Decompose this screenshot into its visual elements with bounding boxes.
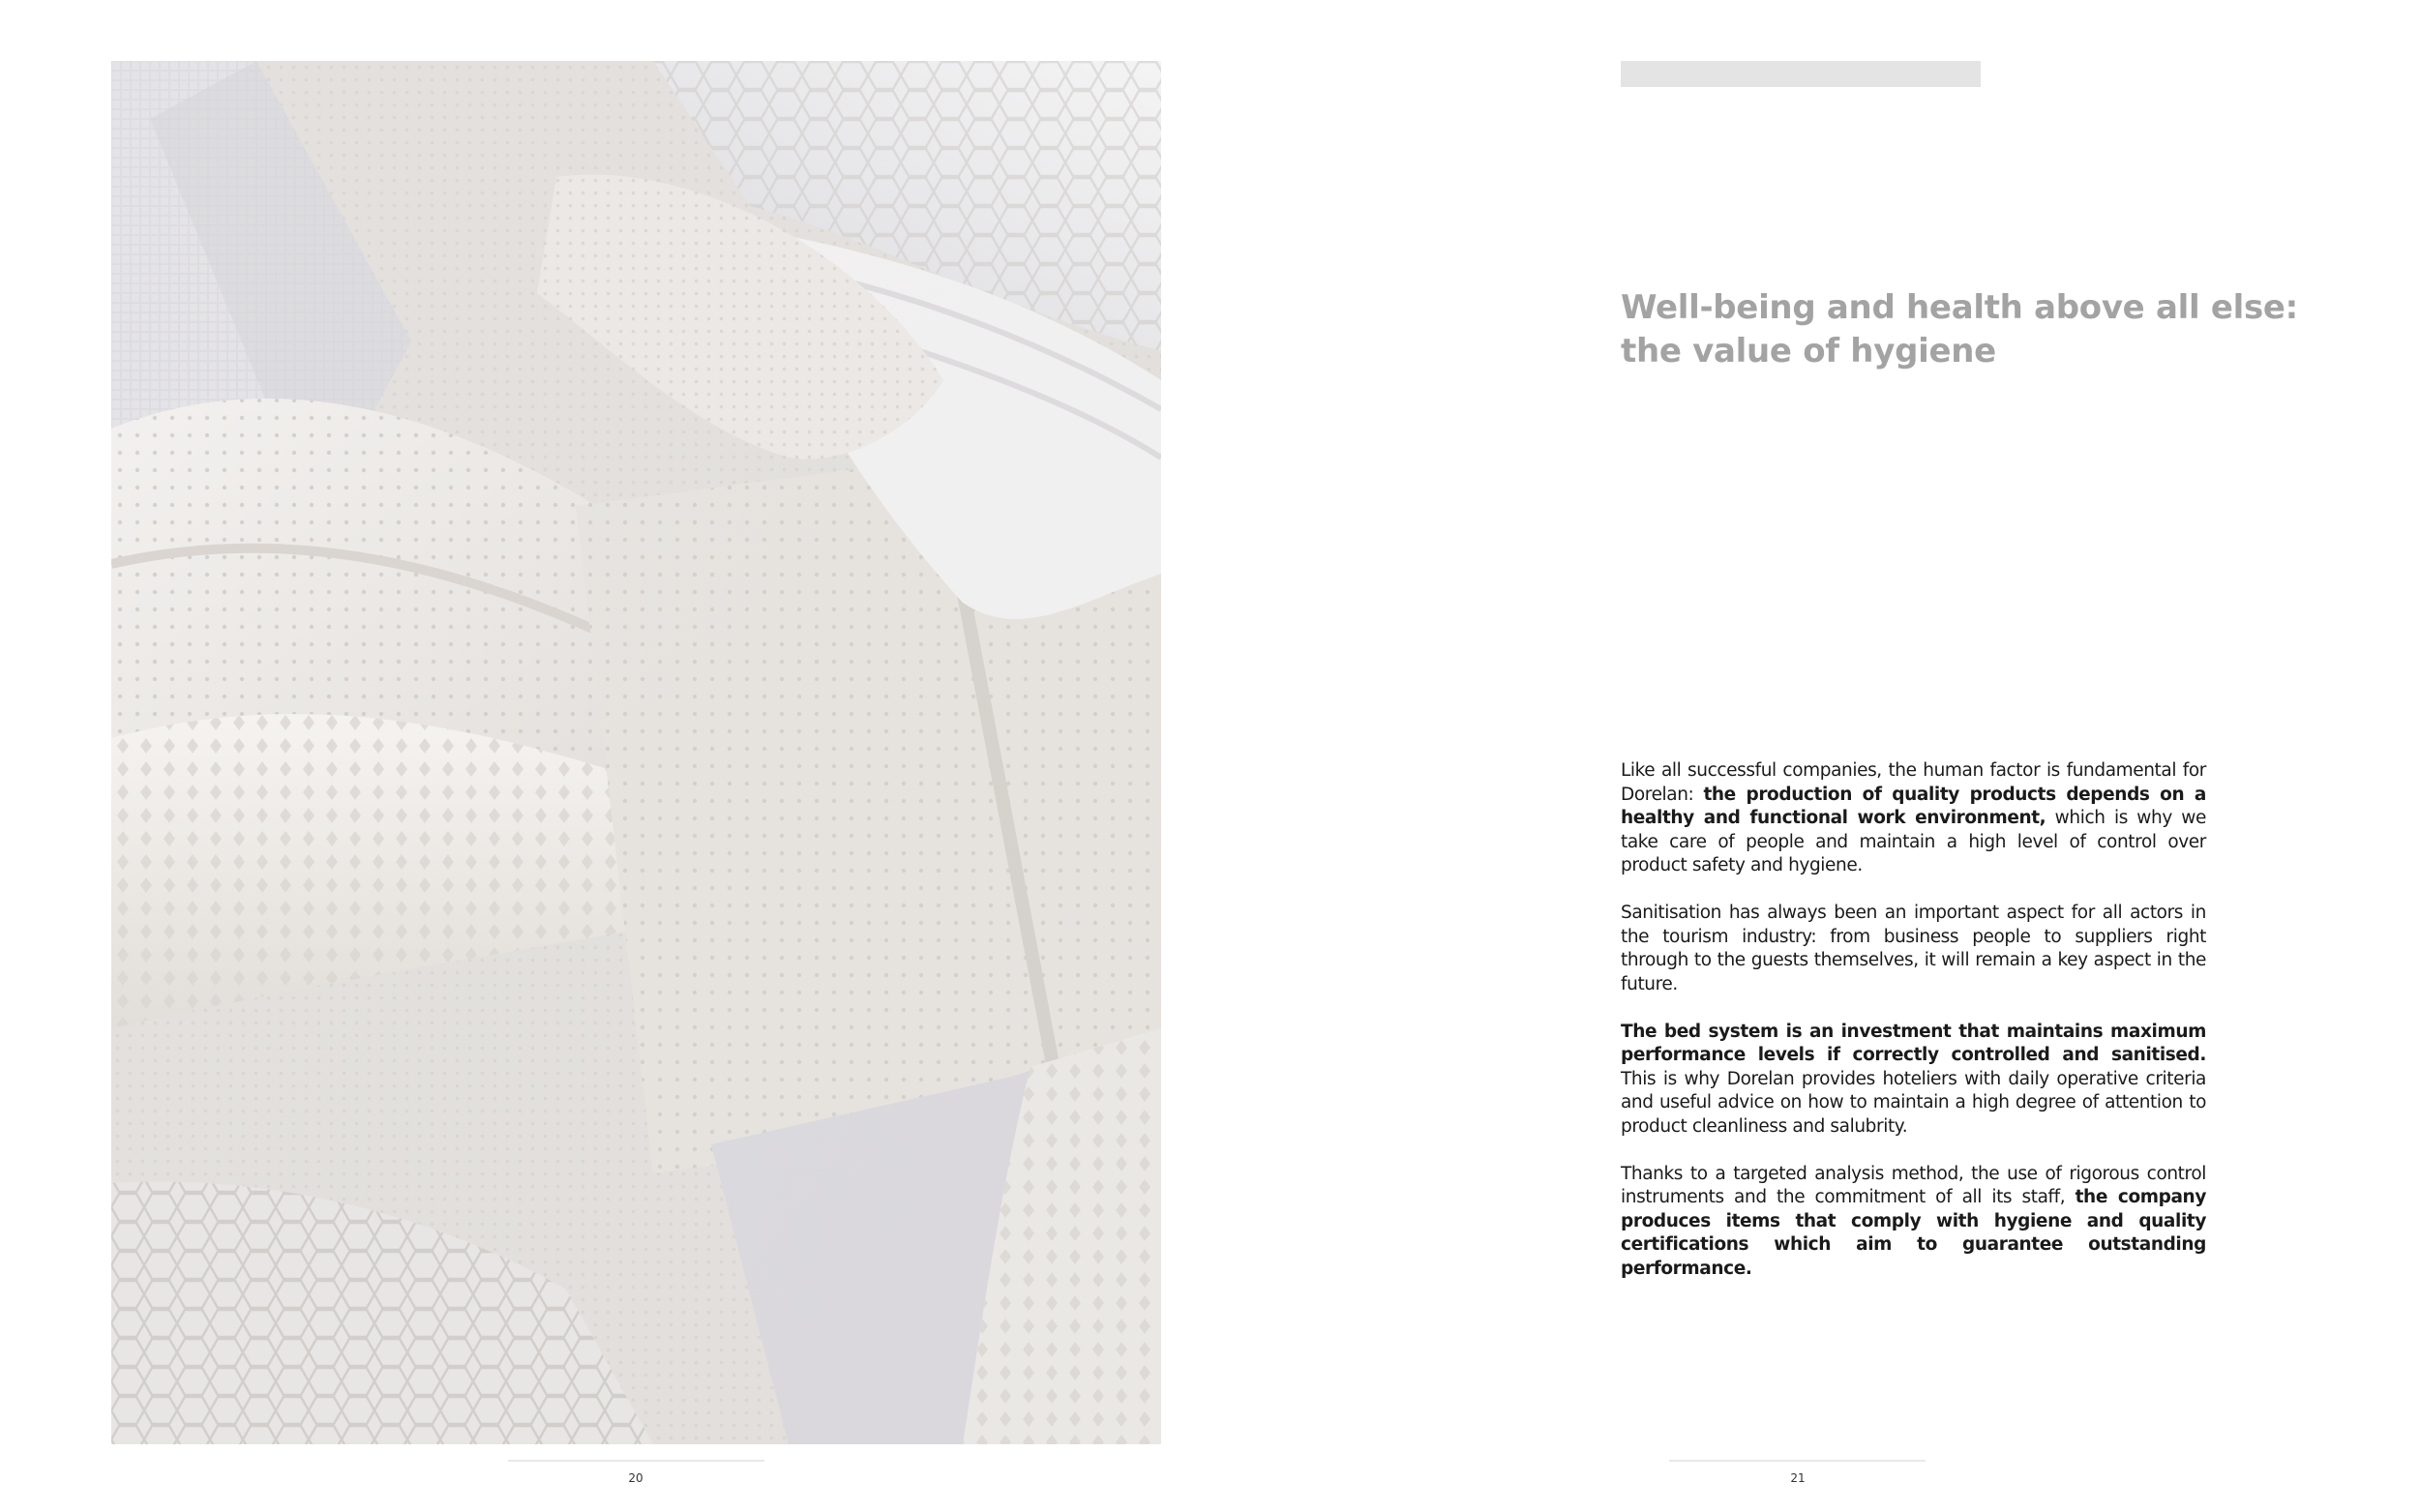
headline-line-1: Well-being and health above all else: (1621, 288, 2298, 327)
photo-illustration (111, 61, 1161, 1444)
paragraph-1 (1621, 759, 2206, 878)
right-page (1210, 0, 2419, 1512)
page-number-rule (1669, 1460, 1926, 1462)
text-run: which is why we take care of people and maintain a high level of control over product safety and hygiene. (1621, 808, 2206, 875)
text-run: Like all successful companies, the human factor is fundamental for Dorelan: (1621, 760, 2206, 805)
page-number: 20 (628, 1471, 643, 1485)
text-run-bold: the production of quality products depends on a healthy and functional work environment, (1621, 784, 2206, 828)
page-number-rule (508, 1460, 764, 1462)
paragraph-3 (1621, 1021, 2206, 1140)
text-run-bold: The bed system is an investment that maintains maximum performance levels if correctly controlled and sanitised. (1621, 1021, 2206, 1065)
paragraph-2 (1621, 902, 2206, 996)
page-number: 21 (1790, 1471, 1806, 1485)
paragraph-4 (1621, 1163, 2206, 1282)
page-headline (1621, 286, 2317, 373)
headline-line-2: the value of hygiene (1621, 332, 1996, 371)
text-run: Thanks to a targeted analysis method, the use of rigorous control instruments and the commitment of all its staff, (1621, 1163, 2206, 1207)
article-body (1621, 759, 2206, 1305)
section-label-bar (1621, 61, 1981, 87)
text-run: Sanitisation has always been an important aspect for all actors in the tourism industry: from business people to suppliers right through to the guests themselves, it will remain a key aspect in the future. (1621, 903, 2206, 994)
text-run-bold: the company produces items that comply with hygiene and quality certifications which aim to guarantee outstanding performance. (1621, 1187, 2206, 1279)
text-run: This is why Dorelan provides hoteliers with daily operative criteria and useful advice on how to maintain a high degree of attention to product cleanliness and salubrity. (1621, 1068, 2206, 1137)
mattress-covers-photo (111, 61, 1161, 1444)
